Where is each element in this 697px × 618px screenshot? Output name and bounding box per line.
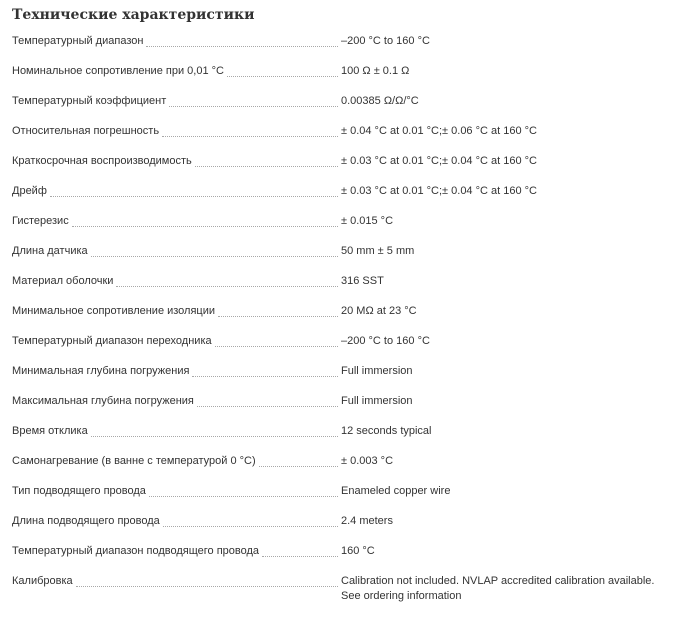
dotted-leader [162,135,338,137]
spec-label: Длина подводящего провода [12,514,163,529]
dotted-leader [192,375,338,377]
spec-value: 316 SST [341,275,384,287]
spec-label: Материал оболочки [12,274,116,289]
dotted-leader [76,585,338,587]
spec-value: 100 Ω ± 0.1 Ω [341,65,410,77]
dotted-leader [227,75,338,77]
spec-value: ± 0.003 °C [341,455,394,467]
dotted-leader [116,285,338,287]
spec-label: Дрейф [12,184,50,199]
dotted-leader [262,555,338,557]
spec-value: ± 0.03 °C at 0.01 °C;± 0.04 °C at 160 °C [341,155,537,167]
spec-label: Температурный диапазон [12,34,146,49]
spec-value: ± 0.015 °C [341,215,394,227]
spec-label: Тип подводящего провода [12,484,149,499]
spec-label: Калибровка [12,574,76,589]
spec-label: Температурный диапазон переходника [12,334,215,349]
spec-value: –200 °C to 160 °C [341,335,430,347]
dotted-leader [218,315,338,317]
spec-label: Относительная погрешность [12,124,162,139]
dotted-leader [50,195,338,197]
spec-label: Гистерезис [12,214,72,229]
spec-label: Максимальная глубина погружения [12,394,197,409]
section-title: Технические характеристики [12,7,255,23]
spec-value: 160 °C [341,545,375,557]
spec-label: Минимальная глубина погружения [12,364,192,379]
dotted-leader [149,495,338,497]
spec-label: Температурный коэффициент [12,94,169,109]
dotted-leader [197,405,338,407]
spec-value: Enameled copper wire [341,485,451,497]
spec-value: 20 MΩ at 23 °C [341,305,417,317]
dotted-leader [169,105,338,107]
spec-label: Краткосрочная воспроизводимость [12,154,195,169]
spec-value: –200 °C to 160 °C [341,35,430,47]
spec-value: 0.00385 Ω/Ω/°C [341,95,419,107]
spec-label: Время отклика [12,424,91,439]
dotted-leader [195,165,338,167]
dotted-leader [215,345,338,347]
spec-value: Full immersion [341,365,413,377]
spec-value: 12 seconds typical [341,425,432,437]
spec-label: Самонагревание (в ванне с температурой 0 °C) [12,454,259,469]
spec-value: Calibration not included. NVLAP accredited calibration available. See ordering information [341,575,655,602]
dotted-leader [163,525,338,527]
spec-value: Full immersion [341,395,413,407]
spec-label: Длина датчика [12,244,91,259]
dotted-leader [91,435,338,437]
spec-value: 2.4 meters [341,515,393,527]
spec-label: Номинальное сопротивление при 0,01 °C [12,64,227,79]
dotted-leader [146,45,338,47]
spec-value: 50 mm ± 5 mm [341,245,415,257]
dotted-leader [259,465,338,467]
dotted-leader [91,255,338,257]
spec-label: Минимальное сопротивление изоляции [12,304,218,319]
spec-label: Температурный диапазон подводящего провода [12,544,262,559]
spec-value: ± 0.03 °C at 0.01 °C;± 0.04 °C at 160 °C [341,185,537,197]
dotted-leader [72,225,338,227]
spec-value: ± 0.04 °C at 0.01 °C;± 0.06 °C at 160 °C [341,125,537,137]
